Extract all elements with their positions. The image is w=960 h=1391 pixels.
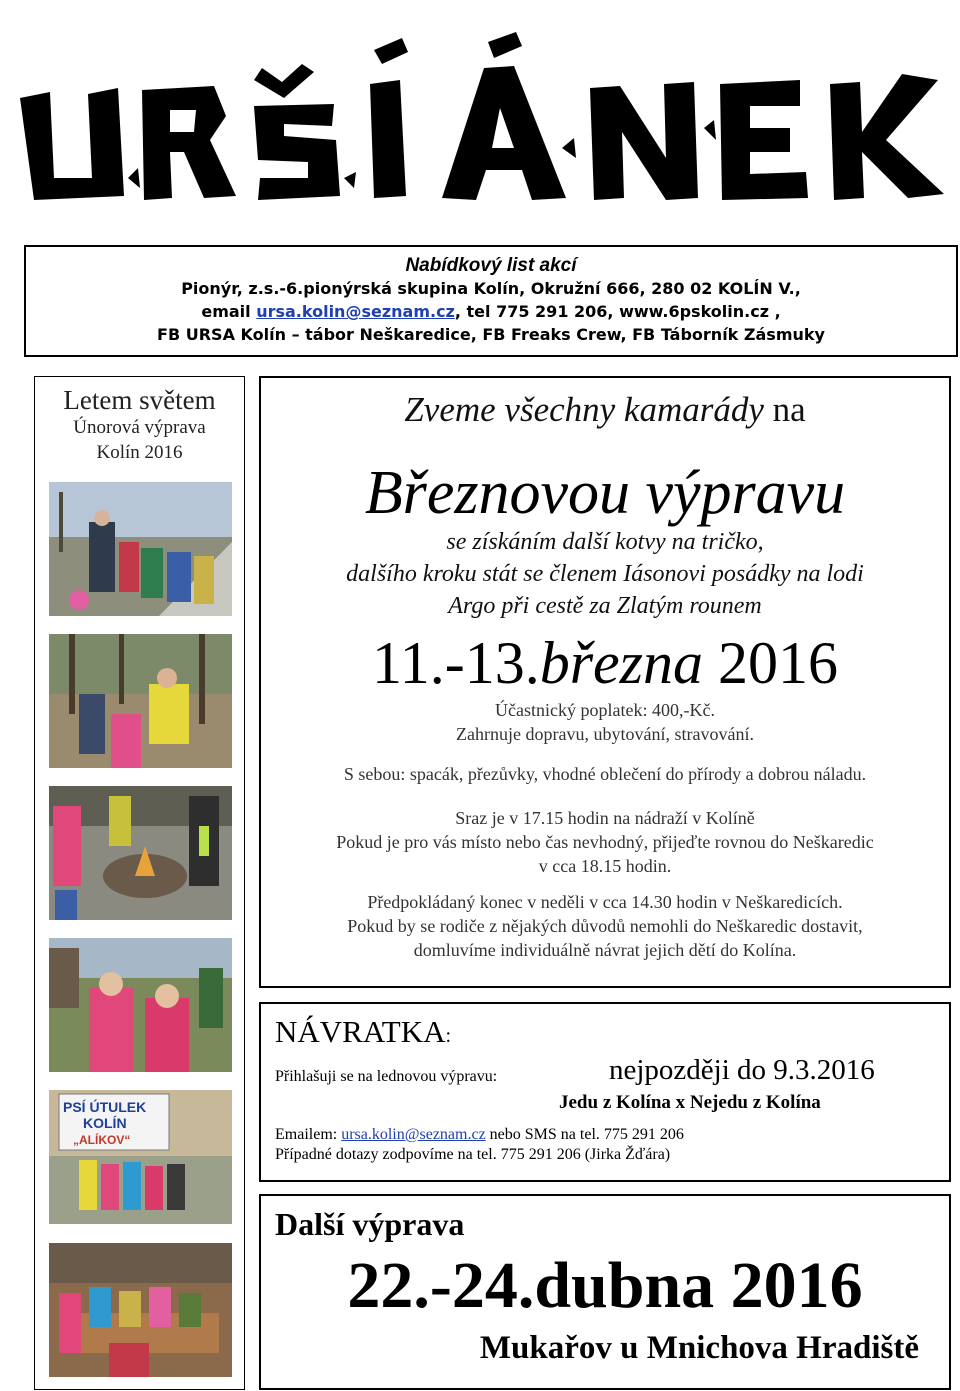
invite-line — [261, 390, 949, 430]
invite-text: Zveme všechny kamarády — [404, 390, 764, 429]
header-address: Pionýr, z.s.-6.pionýrská skupina Kolín, Okružní 666, 280 02 KOLÍN V., — [181, 279, 801, 298]
sidebar-title: Letem světem — [63, 385, 216, 415]
desc-line-2: dalšího kroku stát se členem Iásonovi posádky na lodi — [346, 561, 864, 587]
shelter-sign-line1: PSÍ ÚTULEK — [63, 1099, 147, 1115]
photo-dog-shelter — [49, 1090, 232, 1224]
return-email-link[interactable]: ursa.kolin@seznam.cz — [341, 1126, 486, 1143]
return-slip-title-colon: : — [445, 1025, 452, 1047]
parents-text-1: Pokud by se rodiče z nějakých důvodů nemohli do Neškaredic dostavit, — [347, 916, 863, 936]
event-dates — [261, 628, 949, 698]
travel-choice: Jedu z Kolína x Nejedu z Kolína — [559, 1092, 821, 1113]
deadline-text: nejpozději do 9.3.2016 — [609, 1054, 875, 1086]
fee-text: Účastnický poplatek: 400,-Kč. — [495, 700, 715, 720]
desc-line-1: se získáním další kotvy na tričko, — [446, 529, 764, 555]
return-slip-title — [275, 1014, 451, 1054]
photo-forest-kids — [49, 634, 232, 768]
includes-text: Zahrnuje dopravu, ubytování, stravování. — [456, 724, 754, 744]
ursianek-logo — [14, 28, 946, 206]
dates-month: března — [539, 630, 704, 696]
signup-text: Přihlašuji se na lednovou výpravu: — [275, 1068, 498, 1085]
event-description — [261, 526, 949, 622]
header-contact — [26, 300, 956, 323]
header-title: Nabídkový list akcí — [405, 255, 577, 276]
sidebar — [34, 376, 245, 1390]
dates-days: 11.-13. — [371, 630, 540, 696]
return-slip-title-text: NÁVRATKA — [275, 1014, 446, 1049]
photo-pink-jackets — [49, 938, 232, 1072]
header-email-link[interactable]: ursa.kolin@seznam.cz — [256, 302, 455, 321]
sidebar-subtitle-place: Kolín 2016 — [96, 442, 183, 463]
parents-text-2: domluvíme individuálně návrat jejich dětí do Kolína. — [413, 940, 797, 960]
header-box — [24, 245, 958, 357]
header-email-label: email — [201, 302, 257, 321]
shelter-sign-line3: „ALÍKOV“ — [73, 1133, 131, 1147]
event-box — [259, 376, 951, 988]
sidebar-subtitle-trip: Únorová výprava — [73, 417, 206, 438]
desc-line-3: Argo při cestě za Zlatým rounem — [448, 593, 762, 619]
next-trip-title: Další výprava — [275, 1206, 465, 1242]
photo-road-walk — [49, 482, 232, 616]
shelter-sign-line2: KOLÍN — [83, 1115, 127, 1131]
next-trip-dates: 22.-24.dubna 2016 — [347, 1249, 863, 1322]
next-trip-place: Mukařov u Mnichova Hradiště — [479, 1330, 919, 1366]
bring-text: S sebou: spacák, přezůvky, vhodné oblečení do přírody a dobrou náladu. — [343, 764, 867, 784]
dates-year: 2016 — [703, 630, 839, 696]
header-facebook: FB URSA Kolín – tábor Neškaredice, FB Freaks Crew, FB Táborník Zásmuky — [157, 325, 825, 344]
invite-na: na — [763, 390, 806, 429]
return-slip-box — [259, 1002, 951, 1182]
meet-text: Sraz je v 17.15 hodin na nádraží v Kolíně — [455, 808, 755, 828]
header-phone-web: , tel 775 291 206, www.6pskolin.cz , — [454, 302, 781, 321]
questions-text: Případné dotazy zodpovíme na tel. 775 291 206 (Jirka Žďára) — [275, 1146, 671, 1163]
alternative-text-2: v cca 18.15 hodin. — [538, 856, 672, 876]
return-contact — [275, 1126, 684, 1144]
logo-graphic — [14, 28, 946, 206]
event-title: Březnovou výpravu — [364, 459, 846, 527]
end-text: Předpokládaný konec v neděli v cca 14.30 hodin v Neškaredicích. — [367, 892, 843, 912]
photo-campfire — [49, 786, 232, 920]
return-email-label: Emailem: — [275, 1126, 342, 1143]
return-sms-text: nebo SMS na tel. 775 291 206 — [485, 1126, 684, 1143]
next-trip-box — [259, 1194, 951, 1390]
alternative-text-1: Pokud je pro vás místo nebo čas nevhodný, přijeďte rovnou do Neškaredic — [336, 832, 874, 852]
photo-indoor-meal — [49, 1243, 232, 1377]
